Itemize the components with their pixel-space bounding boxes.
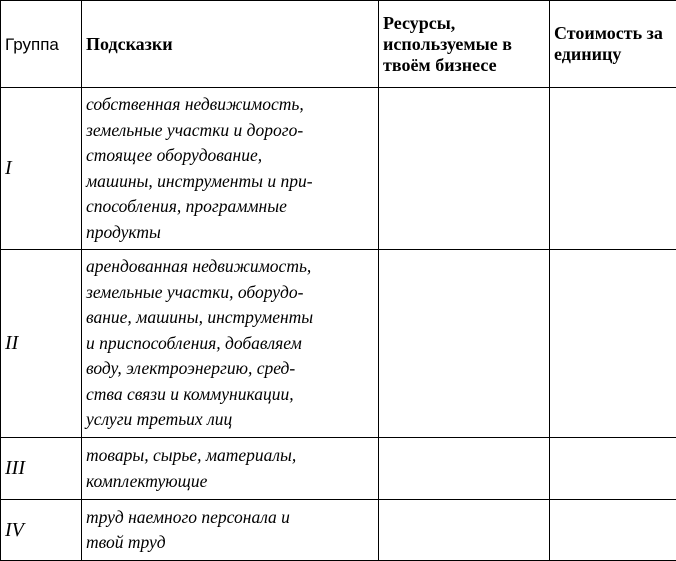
header-cost: Стоимость за единицу	[550, 1, 676, 88]
cost-cell[interactable]	[550, 438, 676, 500]
header-hints: Подсказки	[82, 1, 379, 88]
cost-cell[interactable]	[550, 500, 676, 561]
hints-text: арендованная недвижимость, земельные участки, оборудо- вание, машины, инструменты и приспособления, добавляем воду, электроэнергию, сред- ства связи и коммуникации, услуги третьих лиц	[82, 250, 379, 438]
group-label: III	[1, 438, 82, 500]
resources-cell[interactable]	[379, 500, 550, 561]
resources-cell[interactable]	[379, 250, 550, 438]
header-resources: Ресурсы, используемые в твоём бизнесе	[379, 1, 550, 88]
table-row	[1, 250, 676, 438]
table-header-row	[1, 1, 676, 88]
table-row	[1, 438, 676, 500]
table-row	[1, 88, 676, 250]
group-label: IV	[1, 500, 82, 561]
cost-cell[interactable]	[550, 88, 676, 250]
resources-cell[interactable]	[379, 88, 550, 250]
hints-text: собственная недвижимость, земельные участки и дорого- стоящее оборудование, машины, инструменты и при- способления, программные продукты	[82, 88, 379, 250]
resources-cell[interactable]	[379, 438, 550, 500]
hints-text: товары, сырье, материалы, комплектующие	[82, 438, 379, 500]
group-label: II	[1, 250, 82, 438]
table-row	[1, 500, 676, 561]
header-group: Группа	[1, 1, 82, 88]
hints-text: труд наемного персонала и твой труд	[82, 500, 379, 561]
group-label: I	[1, 88, 82, 250]
cost-cell[interactable]	[550, 250, 676, 438]
